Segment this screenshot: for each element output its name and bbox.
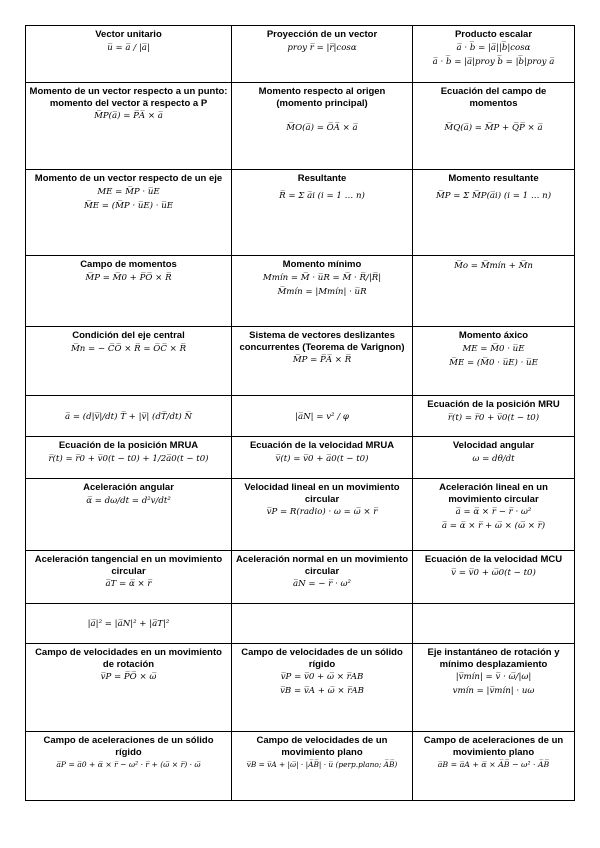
formula: a̅ = α̅ × r̅ − r̅ · ω² xyxy=(455,507,532,517)
cell-velocidad-mcu xyxy=(413,551,575,604)
cell-varignon xyxy=(232,327,413,396)
table-row xyxy=(26,327,575,396)
cell-title: Campo de aceleraciones de un sólido rígido xyxy=(43,735,214,758)
formula: M̅o = M̅mín + M̅n xyxy=(454,261,533,271)
formula: |a̅|² = |a̅N|² + |a̅T|² xyxy=(87,619,170,629)
formula: ME = M̅0 · u̅E xyxy=(462,343,525,354)
table-row xyxy=(26,83,575,170)
cell-title: Campo de velocidades de un sólido rígido xyxy=(241,647,403,670)
cell-momento-eje xyxy=(26,170,232,256)
formula: vmín = |v̅mín| · uω xyxy=(452,686,535,696)
table-row xyxy=(26,170,575,256)
cell-eje-central xyxy=(26,327,232,396)
cell-producto-escalar xyxy=(413,26,575,83)
cell-title: Sistema de vectores deslizantes concurrentes (Teorema de Varignon) xyxy=(239,330,405,353)
formula: |a̅N| = v² / φ xyxy=(295,411,349,422)
table-row xyxy=(26,479,575,551)
cell-velocidad-angular xyxy=(413,437,575,479)
cell-title: Campo de aceleraciones de un movimiento plano xyxy=(423,735,564,758)
cell-title: Velocidad angular xyxy=(452,440,535,451)
cell-campo-velocidades-solido xyxy=(232,644,413,732)
cell-momento-resultante xyxy=(413,170,575,256)
cell-title: Condición del eje central xyxy=(72,330,185,341)
formula: M̅Q(a̅) = M̅P + Q̅P̅ × a̅ xyxy=(444,123,543,133)
cell-title: Campo de momentos xyxy=(80,259,177,270)
formula: Mmín = M̅ · u̅R = M̅ · R̅/|R̅| xyxy=(262,272,382,283)
cell-title: Ecuación de la velocidad MCU xyxy=(424,554,563,565)
cell-title: Eje instantáneo de rotación y mínimo desplazamiento xyxy=(427,647,560,670)
cell-aceleracion-tangencial xyxy=(26,551,232,604)
formula: a̅ = (d|v̅|/dt) T̅ + |v̅| (dT̅/dt) N̅ xyxy=(64,411,193,422)
cell-resultante xyxy=(232,170,413,256)
formula: M̅P = M̅0 + P̅O̅ × R̅ xyxy=(85,272,172,283)
formula: r̅(t) = r̅0 + v̅0(t − t0) + 1/2a̅0(t − t0) xyxy=(48,453,209,464)
formula: a̅P = a̅0 + α̅ × r̅ − ω² · r̅ + (ω̅ × r̅) · ω̅ xyxy=(56,760,201,769)
formula: v̅(t) = v̅0 + a̅0(t − t0) xyxy=(275,453,369,464)
table-row xyxy=(26,437,575,479)
cell-aceleracion-normal-modulo xyxy=(232,396,413,437)
cell-campo-momentos-ecuacion xyxy=(413,83,575,170)
cell-title: Aceleración normal en un movimiento circular xyxy=(235,554,409,577)
cell-velocidad-mrua xyxy=(232,437,413,479)
cell-campo-aceleraciones-solido xyxy=(26,732,232,801)
formula: ω = dθ/dt xyxy=(472,453,515,464)
table-row xyxy=(26,732,575,801)
cell-title: Velocidad lineal en un movimiento circular xyxy=(244,482,400,505)
formula: v̅B = v̅A + |ω̅| · |A̅B̅| · u̅ (perp.plano; A̅B̅) xyxy=(246,760,398,769)
table-row xyxy=(26,396,575,437)
formula: M̅n = − C̅O̅ × R̅ = O̅C̅ × R̅ xyxy=(70,343,187,354)
cell-velocidad-lineal-circular xyxy=(232,479,413,551)
formula: M̅P = P̅A̅ × R̅ xyxy=(292,355,352,365)
cell-title: Momento resultante xyxy=(448,173,539,184)
cell-title: Momento áxico xyxy=(458,330,529,341)
cell-title: Proyección de un vector xyxy=(266,29,378,40)
formula: v̅P = R(radio) · ω = ω̅ × r̅ xyxy=(266,507,378,517)
cell-momento-origen xyxy=(232,83,413,170)
cell-momento-minimo xyxy=(232,256,413,327)
cell-momento-punto xyxy=(26,83,232,170)
cell-title: Aceleración lineal en un movimiento circular xyxy=(439,482,548,505)
formula: v̅P = v̅0 + ω̅ × r̅AB xyxy=(280,672,364,682)
table-row xyxy=(26,644,575,732)
formula: r̅(t) = r̅0 + v̅0(t − t0) xyxy=(447,412,540,423)
formula: |v̅mín| = v̅ · ω̅/|ω| xyxy=(455,672,532,682)
cell-title: Aceleración tangencial en un movimiento circular xyxy=(34,554,223,577)
empty-cell xyxy=(232,604,413,644)
cell-posicion-mrua xyxy=(26,437,232,479)
cell-campo-velocidades-rotacion xyxy=(26,644,232,732)
empty-cell xyxy=(413,604,575,644)
formula: M̅mín = |Mmín| · u̅R xyxy=(277,286,367,297)
cell-title: Producto escalar xyxy=(454,29,533,40)
table-row xyxy=(26,551,575,604)
cell-proyeccion xyxy=(232,26,413,83)
cell-modulo-aceleracion xyxy=(26,604,232,644)
formula: α̅ = dω/dt = d²v/dt² xyxy=(86,495,171,506)
table-row xyxy=(26,26,575,83)
cell-vector-unitario xyxy=(26,26,232,83)
cell-momento-o xyxy=(413,256,575,327)
formula: a̅ = α̅ × r̅ + ω̅ × (ω̅ × r̅) xyxy=(441,521,546,531)
cell-title: Campo de velocidades en un movimiento de rotación xyxy=(35,647,222,670)
cell-campo-aceleraciones-plano xyxy=(413,732,575,801)
formula: M̅O(a̅) = O̅A̅ × a̅ xyxy=(286,123,358,133)
formula: a̅N = − r̅ · ω² xyxy=(293,579,351,589)
cell-title: Resultante xyxy=(297,173,347,184)
cell-title: Ecuación de la velocidad MRUA xyxy=(249,440,395,451)
cell-campo-momentos xyxy=(26,256,232,327)
table-row xyxy=(26,604,575,644)
formula: v̅B = v̅A + ω̅ × r̅AB xyxy=(280,686,364,696)
formula-sheet-table xyxy=(25,25,575,801)
cell-title: Momento respecto al origen (momento principal) xyxy=(258,86,386,109)
formula: R̅ = Σ a̅i (i = 1 … n) xyxy=(279,190,365,201)
cell-title: Ecuación del campo de momentos xyxy=(440,86,547,109)
formula: ME = M̅P · u̅E xyxy=(97,186,160,197)
formula: a̅T = α̅ × r̅ xyxy=(105,579,152,589)
cell-aceleracion-lineal-circular xyxy=(413,479,575,551)
cell-momento-axico xyxy=(413,327,575,396)
formula: M̅E = (M̅0 · u̅E) · u̅E xyxy=(449,357,538,368)
formula: M̅E = (M̅P · u̅E) · u̅E xyxy=(83,200,174,211)
cell-title: Campo de velocidades de un movimiento plano xyxy=(256,735,388,758)
formula: a̅ · b̅ = |a̅||b̅|cosα xyxy=(456,42,531,53)
cell-aceleracion-intrinseca xyxy=(26,396,232,437)
cell-title: Momento de un vector respecto a un punto: momento del vector a̅ respecto a P xyxy=(29,86,228,109)
cell-aceleracion-angular xyxy=(26,479,232,551)
formula: a̅ · b̅ = |a̅|proy b̅ = |b̅|proy a̅ xyxy=(432,56,555,67)
cell-aceleracion-normal xyxy=(232,551,413,604)
table-row xyxy=(26,256,575,327)
formula: u̅ = a̅ / |a̅| xyxy=(107,42,150,53)
cell-title: Ecuación de la posición MRU xyxy=(427,399,560,410)
cell-title: Aceleración angular xyxy=(83,482,174,493)
cell-title: Vector unitario xyxy=(95,29,162,40)
cell-eje-instantaneo xyxy=(413,644,575,732)
cell-campo-velocidades-plano xyxy=(232,732,413,801)
formula: v̅ = v̅0 + ω̅0(t − t0) xyxy=(451,567,536,578)
cell-title: Momento de un vector respecto de un eje xyxy=(34,173,223,184)
formula: M̅P(a̅) = P̅A̅ × a̅ xyxy=(94,111,163,121)
formula: v̅P = P̅O̅ × ω̅ xyxy=(100,672,157,682)
cell-title: Ecuación de la posición MRUA xyxy=(58,440,199,451)
cell-posicion-mru xyxy=(413,396,575,437)
formula: a̅B = a̅A + α̅ × A̅B̅ − ω² · A̅B̅ xyxy=(437,760,550,769)
formula: M̅P = Σ M̅P(a̅i) (i = 1 … n) xyxy=(435,190,552,201)
formula: proy r̅ = |r̅|cosα xyxy=(287,42,357,53)
cell-title: Momento mínimo xyxy=(282,259,362,270)
